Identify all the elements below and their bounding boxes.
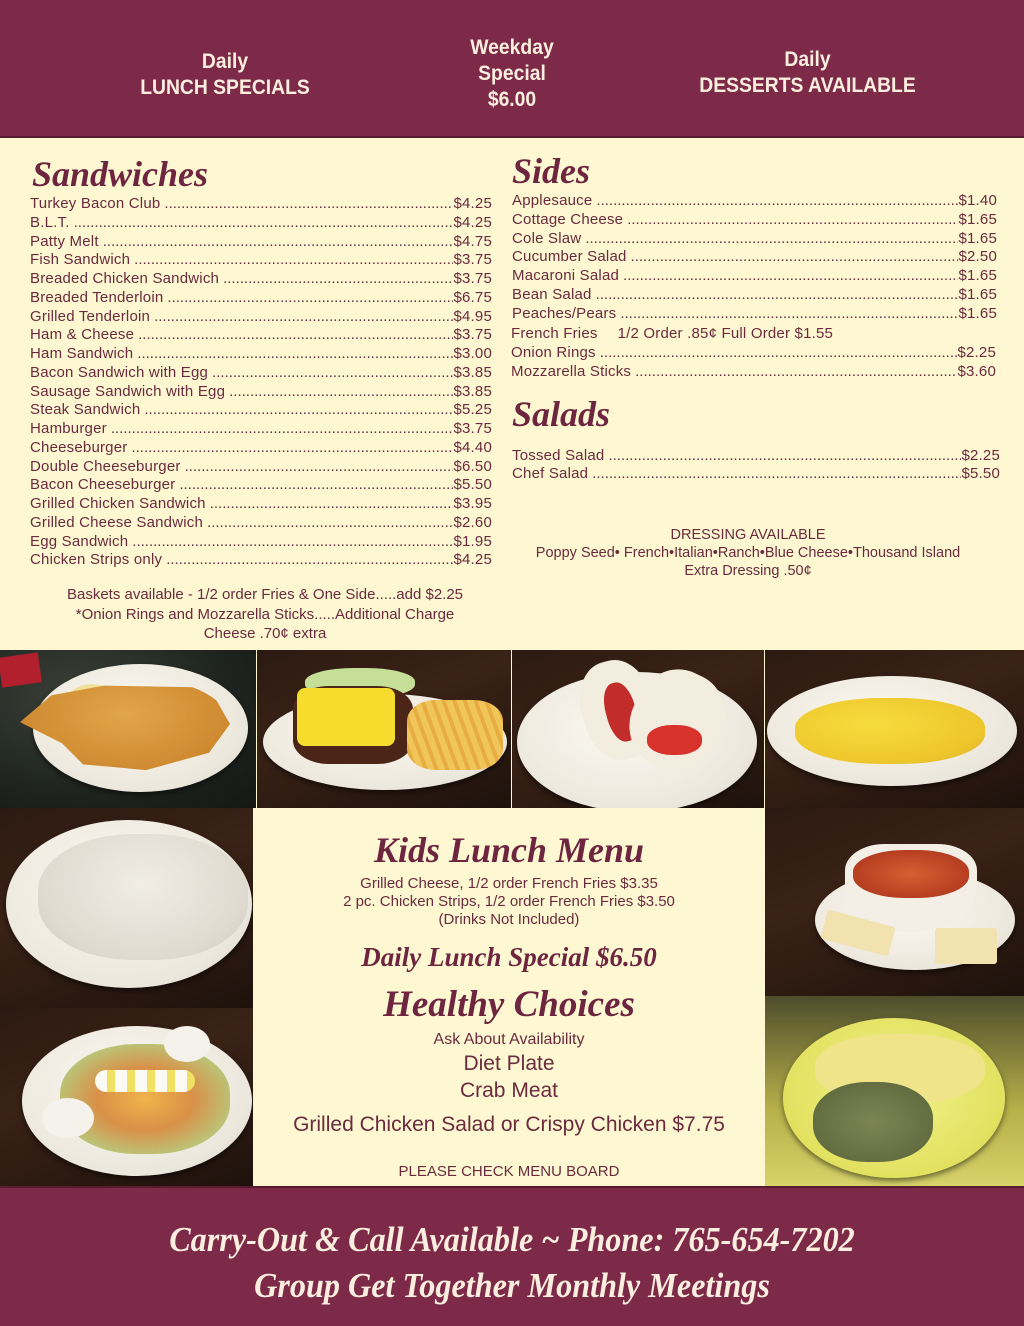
dot-leader (103, 233, 454, 252)
menu-item-price: $6.50 (453, 457, 492, 475)
menu-item-price: $5.50 (453, 476, 492, 494)
salads-title: Salads (512, 394, 611, 434)
dot-leader (212, 364, 453, 383)
menu-item-name: Breaded Tenderloin (30, 288, 164, 306)
dot-leader (138, 326, 453, 345)
menu-item-name: Bacon Cheeseburger (30, 476, 176, 494)
menu-item-name: Peaches/Pears (512, 304, 617, 322)
photo-breaded-tenderloin (0, 650, 256, 808)
menu-item-price: $3.85 (453, 363, 492, 381)
menu-item-row (512, 465, 1000, 483)
menu-item-price: $4.75 (453, 232, 492, 250)
menu-item-row (30, 401, 492, 420)
menu-item-row (30, 270, 492, 289)
menu-item-price: $3.75 (453, 251, 492, 269)
menu-item-price: $5.25 (453, 401, 492, 419)
menu-item-name: Cheeseburger (30, 438, 128, 456)
menu-item-name: Breaded Chicken Sandwich (30, 270, 220, 287)
menu-item-price: $1.65 (958, 229, 997, 247)
dot-leader (167, 289, 453, 308)
dot-leader (596, 192, 958, 211)
onion-rings-note: *Onion Rings and Mozzarella Sticks.....Additional Charge (75, 605, 455, 623)
menu-item-row (30, 326, 492, 345)
menu-item-row (30, 345, 492, 364)
menu-item-row (30, 308, 492, 327)
menu-item-price: $1.65 (958, 285, 997, 303)
menu-item-price: $2.50 (958, 248, 997, 266)
dot-leader (111, 420, 454, 439)
daily-lunch-special: Daily Lunch Special $6.50 (361, 942, 657, 972)
daily-desserts-banner (663, 47, 953, 99)
menu-item-row (30, 233, 492, 252)
dot-leader (131, 439, 453, 458)
group-meetings: Group Get Together Monthly Meetings (254, 1266, 770, 1305)
dot-leader (620, 305, 958, 324)
menu-item-name: Double Cheeseburger (30, 457, 181, 475)
header-right-line2: DESSERTS AVAILABLE (699, 74, 916, 97)
eggs (795, 698, 985, 764)
header-banner (0, 0, 1024, 138)
menu-item-name: Turkey Bacon Club (30, 195, 161, 212)
sides-list (512, 192, 997, 324)
menu-item-price: $3.95 (453, 495, 492, 512)
header-mid-price: $6.00 (487, 88, 537, 111)
dot-leader (134, 251, 453, 270)
menu-item-price: $3.75 (453, 270, 492, 287)
menu-item-price: $3.60 (957, 362, 996, 380)
footer-banner (0, 1186, 1024, 1326)
menu-item-row (512, 305, 997, 324)
menu-item-name: Grilled Tenderloin (30, 307, 151, 325)
menu-item-name: Macaroni Salad (512, 267, 620, 285)
dressing-cup (42, 1098, 94, 1138)
menu-item-row (30, 514, 492, 533)
cheese (297, 688, 395, 746)
menu-item-row (512, 230, 997, 249)
photo-cheeseburger (257, 650, 511, 808)
menu-item-name: Sausage Sandwich with Egg (30, 382, 226, 400)
menu-item-price: $5.50 (961, 465, 1000, 482)
menu-item-name: Fish Sandwich (30, 251, 131, 269)
menu-item-row (30, 439, 492, 458)
drinks-not-included: (Drinks Not Included) (438, 911, 580, 928)
menu-item-row (512, 267, 997, 286)
ask-about-availability: Ask About Availability (433, 1031, 585, 1048)
header-right-line1: Daily (784, 48, 831, 71)
menu-item-name: Ham & Cheese (30, 326, 135, 344)
french-fries-name: French Fries (511, 325, 598, 342)
photo-green-beans-plate (765, 996, 1024, 1186)
photo-chef-salad (0, 1008, 253, 1186)
menu-item-name: Bacon Sandwich with Egg (30, 363, 209, 381)
sandwiches-title: Sandwiches (32, 154, 209, 194)
menu-item-row (30, 495, 492, 514)
fries (407, 700, 503, 770)
menu-item-name: Tossed Salad (512, 447, 605, 464)
salads-list (512, 447, 1000, 483)
menu-item-row (30, 289, 492, 308)
gravy (38, 834, 248, 960)
dot-leader (223, 270, 453, 289)
baskets-note: Baskets available - 1/2 order Fries & One Side.....add $2.25 (66, 586, 464, 603)
menu-item-name: Patty Melt (30, 232, 99, 250)
menu-item-row (512, 286, 997, 305)
menu-item-row (30, 195, 492, 214)
menu-item-price: $3.75 (453, 420, 492, 437)
check-menu-board-note: PLEASE CHECK MENU BOARD (398, 1163, 620, 1180)
dressing-heading: DRESSING AVAILABLE (670, 527, 826, 543)
menu-item-price: $3.85 (453, 382, 492, 400)
menu-item-name: Grilled Chicken Sandwich (30, 495, 206, 512)
weekday-special-banner (438, 35, 585, 113)
dot-leader (631, 248, 959, 267)
kids-item-chicken-strips: 2 pc. Chicken Strips, 1/2 order French Fries $3.50 (343, 893, 675, 910)
dot-leader (154, 308, 453, 327)
menu-item-row (30, 476, 492, 495)
wrap-filling-right (647, 725, 702, 755)
photo-omelet (765, 650, 1024, 808)
french-fries-row (511, 325, 996, 344)
menu-item-row (30, 551, 492, 570)
cracker-pack (935, 928, 997, 964)
photo-soup (765, 808, 1024, 996)
menu-item-name: Steak Sandwich (30, 401, 141, 419)
dot-leader (185, 458, 454, 477)
header-left-line1: Daily (201, 50, 249, 73)
menu-item-row (512, 192, 997, 211)
cheese-note: Cheese .70¢ extra (203, 625, 327, 642)
menu-item-price: $3.75 (453, 326, 492, 344)
menu-item-name: Cottage Cheese (512, 210, 624, 228)
menu-item-price: $4.25 (453, 195, 492, 212)
menu-item-row (30, 458, 492, 477)
menu-item-price: $4.40 (453, 438, 492, 456)
menu-item-row (511, 363, 996, 382)
menu-item-name: Chef Salad (512, 465, 589, 482)
eggs (95, 1070, 195, 1092)
header-mid-line1: Weekday (470, 36, 554, 59)
menu-item-price: $3.00 (453, 345, 492, 362)
menu-item-price: $2.25 (961, 447, 1000, 464)
menu-item-row (512, 447, 1000, 465)
dot-leader (207, 514, 453, 533)
menu-item-row (30, 533, 492, 552)
menu-item-price: $1.65 (958, 304, 997, 322)
menu-item-name: Cole Slaw (512, 229, 582, 247)
dot-leader (74, 214, 454, 233)
soup (853, 850, 969, 898)
salad (60, 1044, 230, 1154)
dot-leader (132, 533, 453, 552)
menu-item-row (30, 364, 492, 383)
napkin (0, 652, 42, 687)
dot-leader (164, 195, 453, 214)
dressing-cup (164, 1026, 210, 1062)
menu-item-row (30, 214, 492, 233)
healthy-crab-meat: Crab Meat (459, 1079, 559, 1102)
french-fries-prices: 1/2 Order .85¢ Full Order $1.55 (617, 325, 834, 342)
menu-item-name: Onion Rings (511, 344, 596, 361)
menu-item-name: Applesauce (512, 192, 593, 209)
photo-biscuits-gravy (0, 808, 253, 1008)
dot-leader (623, 267, 958, 286)
menu-item-price: $2.60 (453, 513, 492, 531)
dot-leader (210, 495, 454, 514)
sandwiches-list (30, 195, 492, 570)
menu-item-price: $6.75 (453, 288, 492, 306)
menu-item-name: Egg Sandwich (30, 532, 129, 550)
sandwich-notes (30, 585, 500, 644)
menu-item-row (30, 383, 492, 402)
menu-item-price: $1.65 (958, 210, 997, 228)
dot-leader (592, 465, 961, 483)
sides-list-continued (511, 344, 996, 382)
header-left-line2: LUNCH SPECIALS (140, 76, 310, 99)
dressing-options: Poppy Seed• French•Italian•Ranch•Blue Cheese•Thousand Island (535, 545, 961, 561)
carry-out-phone: Carry-Out & Call Available ~ Phone: 765-654-7202 (169, 1220, 855, 1259)
menu-item-name: Mozzarella Sticks (511, 362, 632, 380)
menu-item-price: $1.40 (958, 192, 997, 209)
dot-leader (608, 447, 961, 465)
menu-item-price: $1.65 (958, 267, 997, 285)
menu-item-name: Hamburger (30, 420, 107, 437)
dot-leader (585, 230, 958, 249)
header-mid-line2: Special (478, 62, 546, 85)
menu-item-name: Grilled Cheese Sandwich (30, 513, 204, 531)
healthy-choices-title: Healthy Choices (383, 984, 635, 1025)
kids-item-grilled-cheese: Grilled Cheese, 1/2 order French Fries $3.35 (360, 875, 658, 892)
menu-item-row (30, 420, 492, 439)
menu-item-name: Cucumber Salad (512, 248, 627, 266)
dot-leader (137, 345, 453, 364)
menu-item-name: Chicken Strips only (30, 551, 163, 569)
kids-lunch-menu-box (253, 808, 765, 1186)
dot-leader (144, 401, 453, 420)
dot-leader (635, 363, 957, 382)
dressing-info (512, 526, 984, 580)
kids-menu-title: Kids Lunch Menu (373, 830, 645, 870)
dot-leader (627, 211, 958, 230)
green-beans (813, 1082, 933, 1162)
dot-leader (229, 383, 453, 402)
menu-item-price: $4.25 (453, 551, 492, 569)
dot-leader (179, 476, 453, 495)
dot-leader (166, 551, 453, 570)
healthy-diet-plate: Diet Plate (463, 1052, 555, 1075)
menu-item-row (512, 211, 997, 230)
menu-item-name: Bean Salad (512, 285, 592, 303)
dot-leader (596, 286, 959, 305)
menu-item-row (511, 344, 996, 363)
photo-wrap (512, 650, 764, 808)
menu-item-row (30, 251, 492, 270)
sides-title: Sides (512, 151, 591, 191)
daily-lunch-specials-banner (105, 49, 344, 101)
grilled-chicken-salad-offer: Grilled Chicken Salad or Crispy Chicken $7.75 (293, 1113, 725, 1136)
menu-item-price: $2.25 (957, 344, 996, 361)
menu-item-price: $4.25 (453, 213, 492, 231)
menu-item-name: Ham Sandwich (30, 345, 134, 362)
extra-dressing: Extra Dressing .50¢ (684, 563, 812, 579)
menu-item-name: B.L.T. (30, 213, 70, 231)
menu-item-price: $1.95 (453, 532, 492, 550)
dot-leader (600, 344, 958, 363)
menu-item-row (512, 248, 997, 267)
menu-section (0, 138, 1024, 650)
menu-item-price: $4.95 (453, 307, 492, 325)
